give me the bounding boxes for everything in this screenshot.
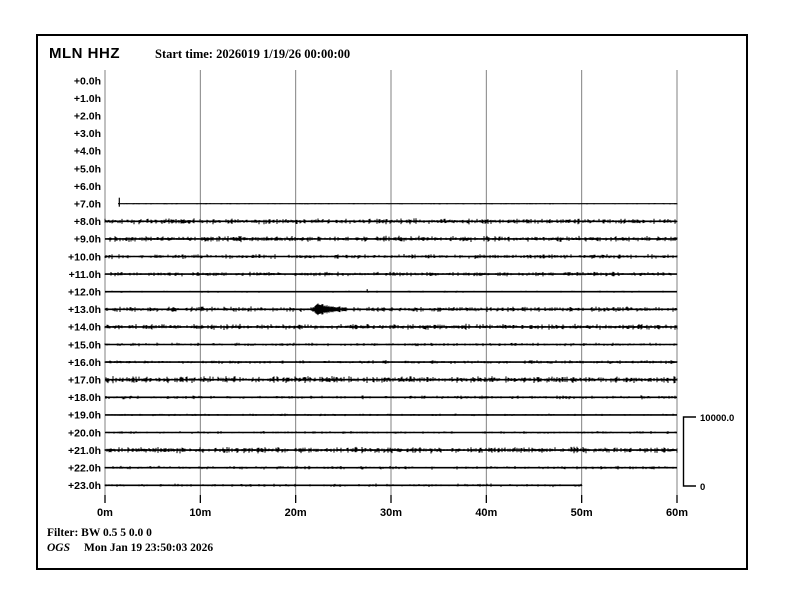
x-tick-label-60m: 60m [665, 507, 689, 519]
station-title: MLN HHZ [49, 45, 120, 62]
hour-label-+13.0h: +13.0h [68, 304, 101, 317]
hour-label-+4.0h: +4.0h [73, 145, 101, 158]
hour-label-+21.0h: +21.0h [68, 444, 101, 457]
hour-label-+23.0h: +23.0h [68, 480, 101, 493]
x-tick-label-30m: 30m [379, 507, 403, 519]
hour-label-+3.0h: +3.0h [73, 128, 101, 141]
hour-label-+17.0h: +17.0h [68, 374, 101, 387]
trace-noise-+23.0h [105, 484, 582, 488]
footer-line [47, 542, 213, 554]
x-tick-label-20m: 20m [284, 507, 307, 519]
amplitude-scale-bracket [684, 417, 697, 486]
hour-label-+14.0h: +14.0h [68, 321, 101, 334]
hour-label-+12.0h: +12.0h [68, 286, 101, 299]
hour-label-+16.0h: +16.0h [68, 356, 101, 369]
hour-label-+19.0h: +19.0h [68, 409, 101, 422]
hour-label-+9.0h: +9.0h [73, 233, 101, 246]
hour-label-+20.0h: +20.0h [68, 427, 101, 440]
x-tick-label-10m: 10m [189, 507, 212, 519]
hour-label-+15.0h: +15.0h [68, 339, 101, 352]
x-tick-label-0m: 0m [97, 507, 113, 519]
hour-label-+22.0h: +22.0h [68, 462, 101, 475]
filter-label: Filter: BW 0.5 5 0.0 0 [47, 527, 152, 539]
x-tick-label-40m: 40m [475, 507, 498, 519]
hour-label-+18.0h: +18.0h [68, 392, 101, 405]
hour-label-+10.0h: +10.0h [68, 251, 101, 264]
scale-min-label: 0 [700, 482, 706, 493]
hour-label-+1.0h: +1.0h [73, 92, 101, 105]
hour-label-+11.0h: +11.0h [68, 268, 101, 281]
agency-label: OGS [47, 542, 71, 554]
hour-label-+0.0h: +0.0h [73, 75, 101, 88]
hour-label-+5.0h: +5.0h [73, 163, 101, 176]
generated-timestamp: Mon Jan 19 23:50:03 2026 [84, 542, 214, 554]
hour-label-+6.0h: +6.0h [73, 180, 101, 193]
trace-noise-+11.0h [105, 272, 675, 277]
start-time-label: Start time: 2026019 1/19/26 00:00:00 [155, 47, 351, 61]
hour-label-+7.0h: +7.0h [73, 198, 101, 211]
scale-max-label: 10000.0 [700, 413, 735, 424]
hour-label-+8.0h: +8.0h [73, 216, 101, 229]
x-tick-label-50m: 50m [570, 507, 593, 519]
hour-label-+2.0h: +2.0h [73, 110, 101, 123]
